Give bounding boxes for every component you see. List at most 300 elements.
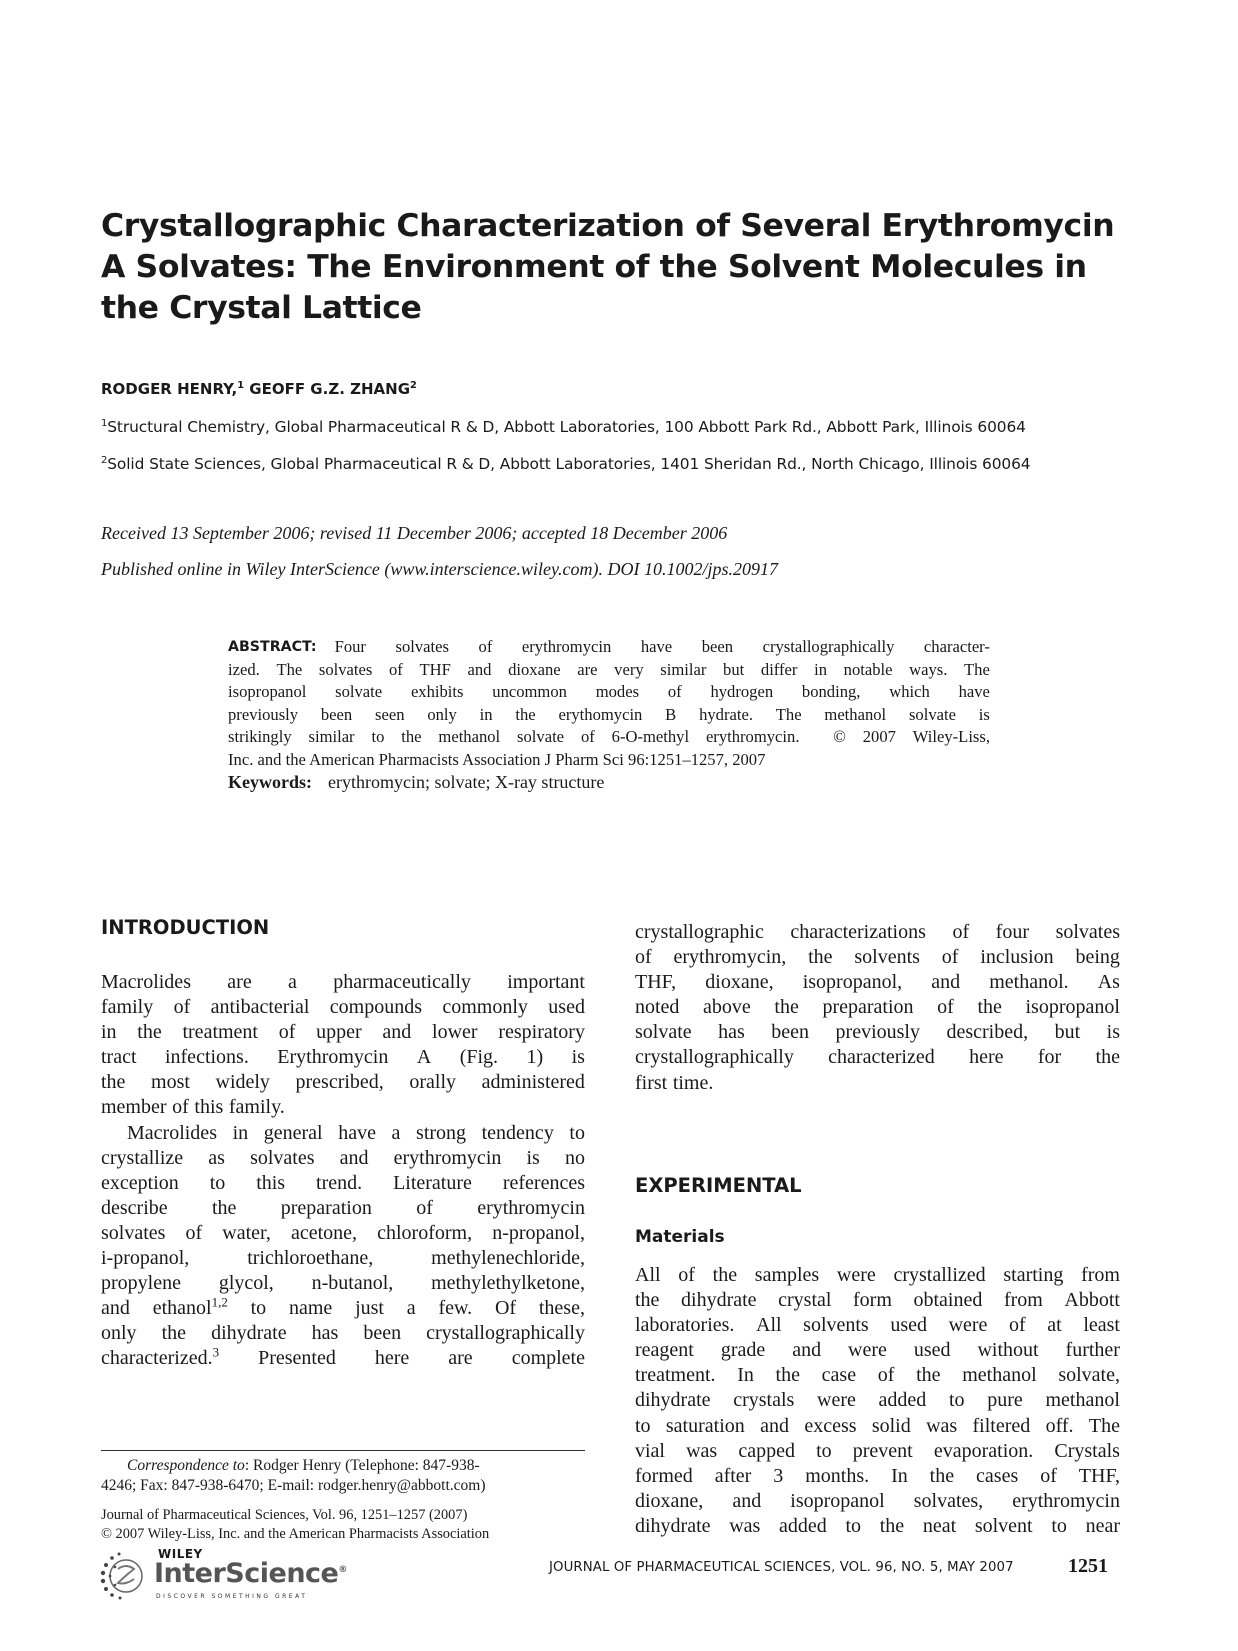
word: the	[1095, 1046, 1120, 1069]
word: have	[958, 682, 990, 701]
materials-body	[635, 1263, 1120, 1539]
word: the	[515, 704, 536, 724]
text-line	[635, 1439, 1120, 1464]
article-title	[101, 206, 1141, 329]
word: exhibits	[410, 682, 464, 701]
abstract-text	[335, 636, 990, 659]
word: is	[1106, 1021, 1120, 1044]
word: few.	[438, 1297, 473, 1320]
word: cases	[976, 1464, 1019, 1487]
word: the	[775, 1364, 800, 1387]
author-affil-mark: 1	[237, 380, 245, 391]
correspondence-line	[101, 1456, 585, 1476]
word: only	[101, 1322, 137, 1345]
word: to	[371, 727, 385, 746]
word: laboratories.	[635, 1314, 735, 1337]
word: Erythromycin	[277, 1046, 389, 1069]
word: further	[1065, 1339, 1120, 1362]
word: of	[952, 921, 970, 943]
word: and	[760, 1414, 789, 1437]
logo-interscience-text	[154, 1558, 347, 1589]
affil-text: Structural Chemistry, Global Pharmaceutical R & D, Abbott Laboratories, 100 Abbott Park Rd., Abbott Park, Illinois 60064	[107, 418, 1026, 436]
word: compounds	[329, 996, 423, 1019]
word: characterized.$^3$	[101, 1344, 220, 1370]
word: without	[977, 1339, 1039, 1362]
word: of	[1009, 1314, 1026, 1337]
word: erythromycin.	[705, 727, 800, 746]
footnote-rule	[101, 1450, 585, 1451]
word: these,	[538, 1297, 585, 1320]
word: In	[737, 1364, 754, 1387]
text-line	[635, 970, 1120, 995]
word: erythromycin	[521, 637, 612, 656]
abstract	[228, 636, 990, 794]
word: crystals	[733, 1389, 795, 1412]
word: methanol.	[989, 971, 1069, 994]
word: solvent	[974, 1514, 1033, 1537]
title-line: the Crystal Lattice	[101, 290, 422, 326]
word: The	[775, 704, 802, 724]
text-line	[101, 1196, 585, 1221]
word: here	[374, 1347, 410, 1370]
wiley-interscience-logo	[98, 1547, 347, 1605]
word: only	[427, 704, 457, 724]
word: solvates	[318, 659, 373, 679]
word: and	[732, 1489, 762, 1512]
word: case	[821, 1364, 857, 1387]
word: Of	[494, 1297, 517, 1320]
word: erythomycin	[558, 704, 643, 724]
word: neat	[922, 1514, 957, 1537]
received-dates: Received 13 September 2006; revised 11 December 2006; accepted 18 December 2006	[101, 523, 728, 543]
word: solvates	[395, 637, 449, 656]
text-line	[635, 945, 1120, 970]
abstract-line	[228, 636, 990, 659]
word: general	[263, 1121, 323, 1144]
word: tract	[101, 1046, 137, 1069]
word: characterized	[828, 1046, 935, 1069]
word: Wiley-Liss,	[912, 727, 990, 746]
running-footer: JOURNAL OF PHARMACEUTICAL SCIENCES, VOL. 96, NO. 5, MAY 2007	[549, 1560, 1014, 1575]
word: (Fig.	[459, 1046, 499, 1069]
word: solvate	[335, 682, 383, 701]
word: references	[502, 1171, 585, 1194]
title-line: A Solvates: The Environment of the Solvent Molecules in	[101, 249, 1087, 285]
word: in	[101, 1021, 117, 1044]
word: solvates	[250, 1146, 315, 1169]
text-line	[101, 1045, 585, 1070]
word: Four	[334, 637, 366, 656]
word: similar	[308, 727, 355, 746]
abstract-line	[228, 726, 990, 749]
word: The	[964, 659, 990, 679]
word: 2007	[862, 727, 896, 746]
word: have	[338, 1121, 376, 1144]
word: dioxane,	[705, 971, 774, 994]
word: dihydrate	[635, 1389, 711, 1412]
word: no	[564, 1146, 585, 1169]
word: dioxane,	[635, 1489, 704, 1512]
word: of	[185, 1221, 203, 1244]
word: described,	[946, 1021, 1029, 1044]
word: grade	[720, 1339, 766, 1362]
word: added	[779, 1514, 827, 1537]
word: Literature	[393, 1171, 472, 1194]
word: been	[771, 1021, 810, 1044]
word: used	[890, 1314, 927, 1337]
word: just	[355, 1297, 384, 1320]
word: of	[937, 996, 954, 1019]
abstract-line: Inc. and the American Pharmacists Association J Pharm Sci 96:1251–1257, 2007	[228, 749, 766, 769]
word: of	[173, 996, 191, 1019]
word: for	[1037, 1046, 1062, 1069]
text-line	[635, 1414, 1120, 1439]
word: administered	[481, 1071, 585, 1094]
word: of	[667, 682, 682, 701]
word: prescribed,	[295, 1071, 384, 1094]
word: has	[311, 1322, 339, 1345]
text-line	[101, 1296, 585, 1321]
text-line	[635, 1464, 1120, 1489]
word: after	[714, 1464, 752, 1487]
word: glycol,	[218, 1272, 274, 1295]
word: crystallographic	[635, 921, 764, 943]
word: previously	[835, 1021, 920, 1044]
word: and	[792, 1339, 822, 1362]
word: 3	[773, 1464, 784, 1487]
word: character-	[923, 637, 990, 656]
word: from	[1081, 1264, 1120, 1286]
word: are	[577, 659, 598, 679]
journal-citation-note	[101, 1506, 585, 1543]
word: noted	[635, 996, 680, 1019]
word: pharmaceutically	[333, 971, 471, 993]
word: to	[250, 1297, 267, 1320]
word: THF,	[635, 971, 677, 994]
word: Presented	[258, 1347, 336, 1370]
word: complete	[511, 1347, 585, 1370]
word: isopropanol	[1025, 996, 1120, 1019]
word: upper	[316, 1021, 362, 1044]
word: the	[635, 1289, 660, 1312]
correspondence-text: : Rodger Henry (Telephone: 847-938-	[244, 1457, 480, 1474]
author-affil-mark: 2	[410, 380, 417, 391]
subsection-heading-materials: Materials	[635, 1227, 725, 1247]
word: ized.	[228, 659, 260, 679]
word: crystallographically	[635, 1046, 794, 1069]
word: The	[1088, 1414, 1120, 1437]
text-line	[635, 1489, 1120, 1514]
word: very	[614, 659, 644, 679]
text-line	[635, 1514, 1120, 1539]
word: of	[478, 637, 493, 656]
word: used	[548, 996, 585, 1019]
word: solvates,	[913, 1489, 984, 1512]
word: orally	[409, 1071, 457, 1094]
word: being	[1075, 946, 1120, 969]
text-line	[635, 1363, 1120, 1388]
journal-note-line: Journal of Pharmaceutical Sciences, Vol. 96, 1251–1257 (2007)	[101, 1507, 468, 1523]
word: the	[774, 996, 799, 1019]
word: hydrate.	[699, 704, 753, 724]
word: crystallographically	[762, 637, 895, 656]
word: were	[817, 1389, 856, 1412]
logo-wiley-text: WILEY	[158, 1547, 203, 1561]
word: dioxane	[508, 659, 561, 679]
word: of	[172, 1096, 189, 1119]
author-name: GEOFF G.Z. ZHANG	[249, 380, 411, 398]
word: widely	[215, 1071, 270, 1094]
word: was	[926, 1414, 958, 1437]
journal-note-line: © 2007 Wiley-Liss, Inc. and the American Pharmacists Association	[101, 1525, 490, 1542]
word: and	[467, 659, 492, 679]
word: treatment.	[635, 1364, 716, 1387]
word: are	[227, 971, 252, 993]
section-heading-experimental: EXPERIMENTAL	[635, 1174, 802, 1197]
word: erythromycin	[1012, 1489, 1120, 1512]
word: propylene	[101, 1272, 181, 1295]
word: lower	[432, 1021, 478, 1044]
word: pure	[987, 1389, 1023, 1412]
word: methylenechloride,	[431, 1247, 585, 1270]
word: here	[969, 1046, 1004, 1069]
word: 1)	[526, 1046, 544, 1069]
word: and	[931, 971, 961, 994]
word: has	[718, 1021, 745, 1044]
word: erythromycin,	[673, 946, 787, 969]
word: Macrolides	[101, 971, 191, 993]
keywords-label: Keywords:	[228, 772, 312, 792]
abstract-label: ABSTRACT:	[228, 639, 317, 655]
text-line	[101, 1321, 585, 1346]
word: but	[723, 659, 745, 679]
word: As	[1097, 971, 1120, 994]
text-line	[101, 1146, 585, 1171]
text-line	[635, 1388, 1120, 1413]
word: water,	[222, 1221, 271, 1244]
word: solvates	[101, 1221, 166, 1244]
word: member	[101, 1096, 167, 1119]
word: most	[151, 1071, 190, 1094]
word: treatment	[182, 1021, 258, 1044]
text-line	[101, 1070, 585, 1095]
word: describe	[101, 1196, 168, 1219]
word: previously	[228, 704, 299, 724]
abstract-line	[228, 659, 990, 682]
word: samples	[754, 1264, 820, 1286]
word: have	[640, 637, 673, 656]
text-line	[101, 1020, 585, 1045]
word: the	[879, 1514, 905, 1537]
text-line	[101, 1171, 585, 1196]
word: to	[569, 1121, 585, 1144]
word: first	[635, 1071, 668, 1094]
word: The	[276, 659, 303, 679]
word: of	[580, 727, 595, 746]
word: strong	[416, 1121, 467, 1144]
word: i-propanol,	[101, 1247, 190, 1270]
word: which	[889, 682, 930, 701]
word: chloroform,	[377, 1221, 473, 1244]
word: seen	[375, 704, 405, 724]
word: THF	[419, 659, 451, 679]
text-line	[635, 1071, 1120, 1096]
word: trichloroethane,	[247, 1247, 374, 1270]
word: similar	[660, 659, 707, 679]
word: the	[808, 946, 833, 969]
word: name	[288, 1297, 333, 1320]
word: are	[448, 1347, 473, 1370]
word: All	[756, 1314, 782, 1337]
word: ethanol$^{1,2}$	[152, 1294, 228, 1320]
word: commonly	[442, 996, 528, 1019]
section-heading-introduction: INTRODUCTION	[101, 916, 270, 939]
word: isopropanol	[790, 1489, 885, 1512]
word: the	[101, 1071, 126, 1094]
logo-tagline: DISCOVER SOMETHING GREAT	[156, 1593, 308, 1600]
word: been	[701, 637, 734, 656]
word: capped	[738, 1439, 795, 1462]
word: been	[363, 1322, 402, 1345]
word: were	[836, 1264, 876, 1286]
word: four	[995, 921, 1029, 943]
affiliation-1	[101, 418, 1026, 436]
word: near	[1085, 1514, 1120, 1537]
word: the	[161, 1322, 187, 1345]
introduction-continued	[635, 920, 1120, 1096]
affil-mark: 1	[101, 417, 108, 429]
word: Macrolides	[127, 1121, 217, 1144]
word: were	[848, 1339, 887, 1362]
word: used	[913, 1339, 951, 1362]
word: ©	[833, 727, 846, 746]
word: crystallize	[101, 1146, 184, 1169]
word: to	[845, 1514, 862, 1537]
word: this	[256, 1171, 286, 1194]
word: Crystals	[1054, 1439, 1120, 1462]
word: solid	[871, 1414, 911, 1437]
word: methanol	[824, 704, 887, 724]
word: erythromycin	[393, 1146, 502, 1169]
correspondence-line: 4246; Fax: 847-938-6470; E-mail: rodger.henry@abbott.com)	[101, 1477, 486, 1494]
word: and	[382, 1021, 412, 1044]
word: crystallographically	[426, 1322, 585, 1345]
word: the	[712, 1264, 738, 1286]
text-line	[635, 1263, 1120, 1288]
word: infections.	[164, 1046, 249, 1069]
word: to	[1051, 1514, 1067, 1537]
word: A	[416, 1046, 432, 1069]
word: methylethylketone,	[431, 1272, 585, 1295]
word: respiratory	[498, 1021, 585, 1044]
word: solvents	[854, 946, 920, 969]
word: strikingly	[228, 727, 292, 746]
word: inclusion	[980, 946, 1054, 969]
word: B	[665, 704, 677, 724]
word: to	[816, 1439, 832, 1462]
word: uncommon	[492, 682, 567, 701]
word: is	[571, 1046, 585, 1069]
word: 6-O-methyl	[611, 727, 690, 746]
word: formed	[635, 1464, 693, 1487]
word: methanol	[962, 1364, 1037, 1387]
word: n-propanol,	[492, 1221, 585, 1244]
word: months.	[805, 1464, 870, 1487]
word: the	[977, 996, 1002, 1019]
word: the	[137, 1021, 162, 1044]
word: characterizations	[790, 921, 926, 943]
text-line	[101, 1095, 585, 1120]
word: of	[635, 946, 652, 969]
text-line	[635, 1338, 1120, 1363]
text-line	[635, 1020, 1120, 1045]
text-line	[101, 1271, 585, 1296]
word: from	[1003, 1289, 1043, 1312]
word: excess	[804, 1414, 857, 1437]
title-line: Crystallographic Characterization of Several Erythromycin	[101, 208, 1115, 244]
word: dihydrate	[635, 1514, 711, 1537]
word: In	[891, 1464, 908, 1487]
affiliation-2	[101, 455, 1031, 473]
text-line	[101, 970, 585, 995]
word: and	[339, 1146, 369, 1169]
word: of	[678, 1264, 695, 1286]
published-online: Published online in Wiley InterScience (www.interscience.wiley.com). DOI 10.1002/jps.20917	[101, 559, 779, 579]
word: methanol	[1045, 1389, 1120, 1412]
correspondence-footnote	[101, 1456, 585, 1496]
word: in	[232, 1121, 249, 1144]
text-line	[101, 1121, 585, 1146]
text-line	[101, 995, 585, 1020]
word: the	[916, 1364, 941, 1387]
word: preparation	[822, 996, 914, 1019]
word: tendency	[481, 1121, 554, 1144]
word: least	[1083, 1314, 1120, 1337]
word: was	[729, 1514, 761, 1537]
word: is	[526, 1146, 540, 1169]
word: notable	[843, 659, 893, 679]
word: family	[101, 996, 154, 1019]
word: as	[208, 1146, 225, 1169]
word: erythromycin	[477, 1196, 585, 1219]
text-line	[635, 1045, 1120, 1070]
logo-inter-word: InterScience	[154, 1558, 339, 1589]
word: solvate	[908, 704, 956, 724]
word: added	[878, 1389, 927, 1412]
word: acetone,	[290, 1221, 358, 1244]
word: evaporation.	[933, 1439, 1034, 1462]
keywords	[228, 771, 990, 794]
word: methanol	[438, 727, 501, 746]
word: a	[288, 971, 297, 993]
page-number: 1251	[1068, 1555, 1108, 1577]
text-line	[635, 995, 1120, 1020]
word: trend.	[316, 1171, 363, 1194]
word: of	[941, 946, 959, 969]
word: of	[1040, 1464, 1057, 1487]
word: is	[978, 704, 990, 724]
word: Abbott	[1064, 1289, 1120, 1312]
word: crystal	[778, 1289, 832, 1312]
globe-dots-icon	[98, 1551, 154, 1601]
word: bonding,	[801, 682, 861, 701]
word: of	[278, 1021, 296, 1044]
word: time.	[672, 1071, 714, 1094]
word: been	[320, 704, 353, 724]
author-list	[101, 380, 417, 398]
word: in	[479, 704, 493, 724]
affil-mark: 2	[101, 454, 108, 466]
